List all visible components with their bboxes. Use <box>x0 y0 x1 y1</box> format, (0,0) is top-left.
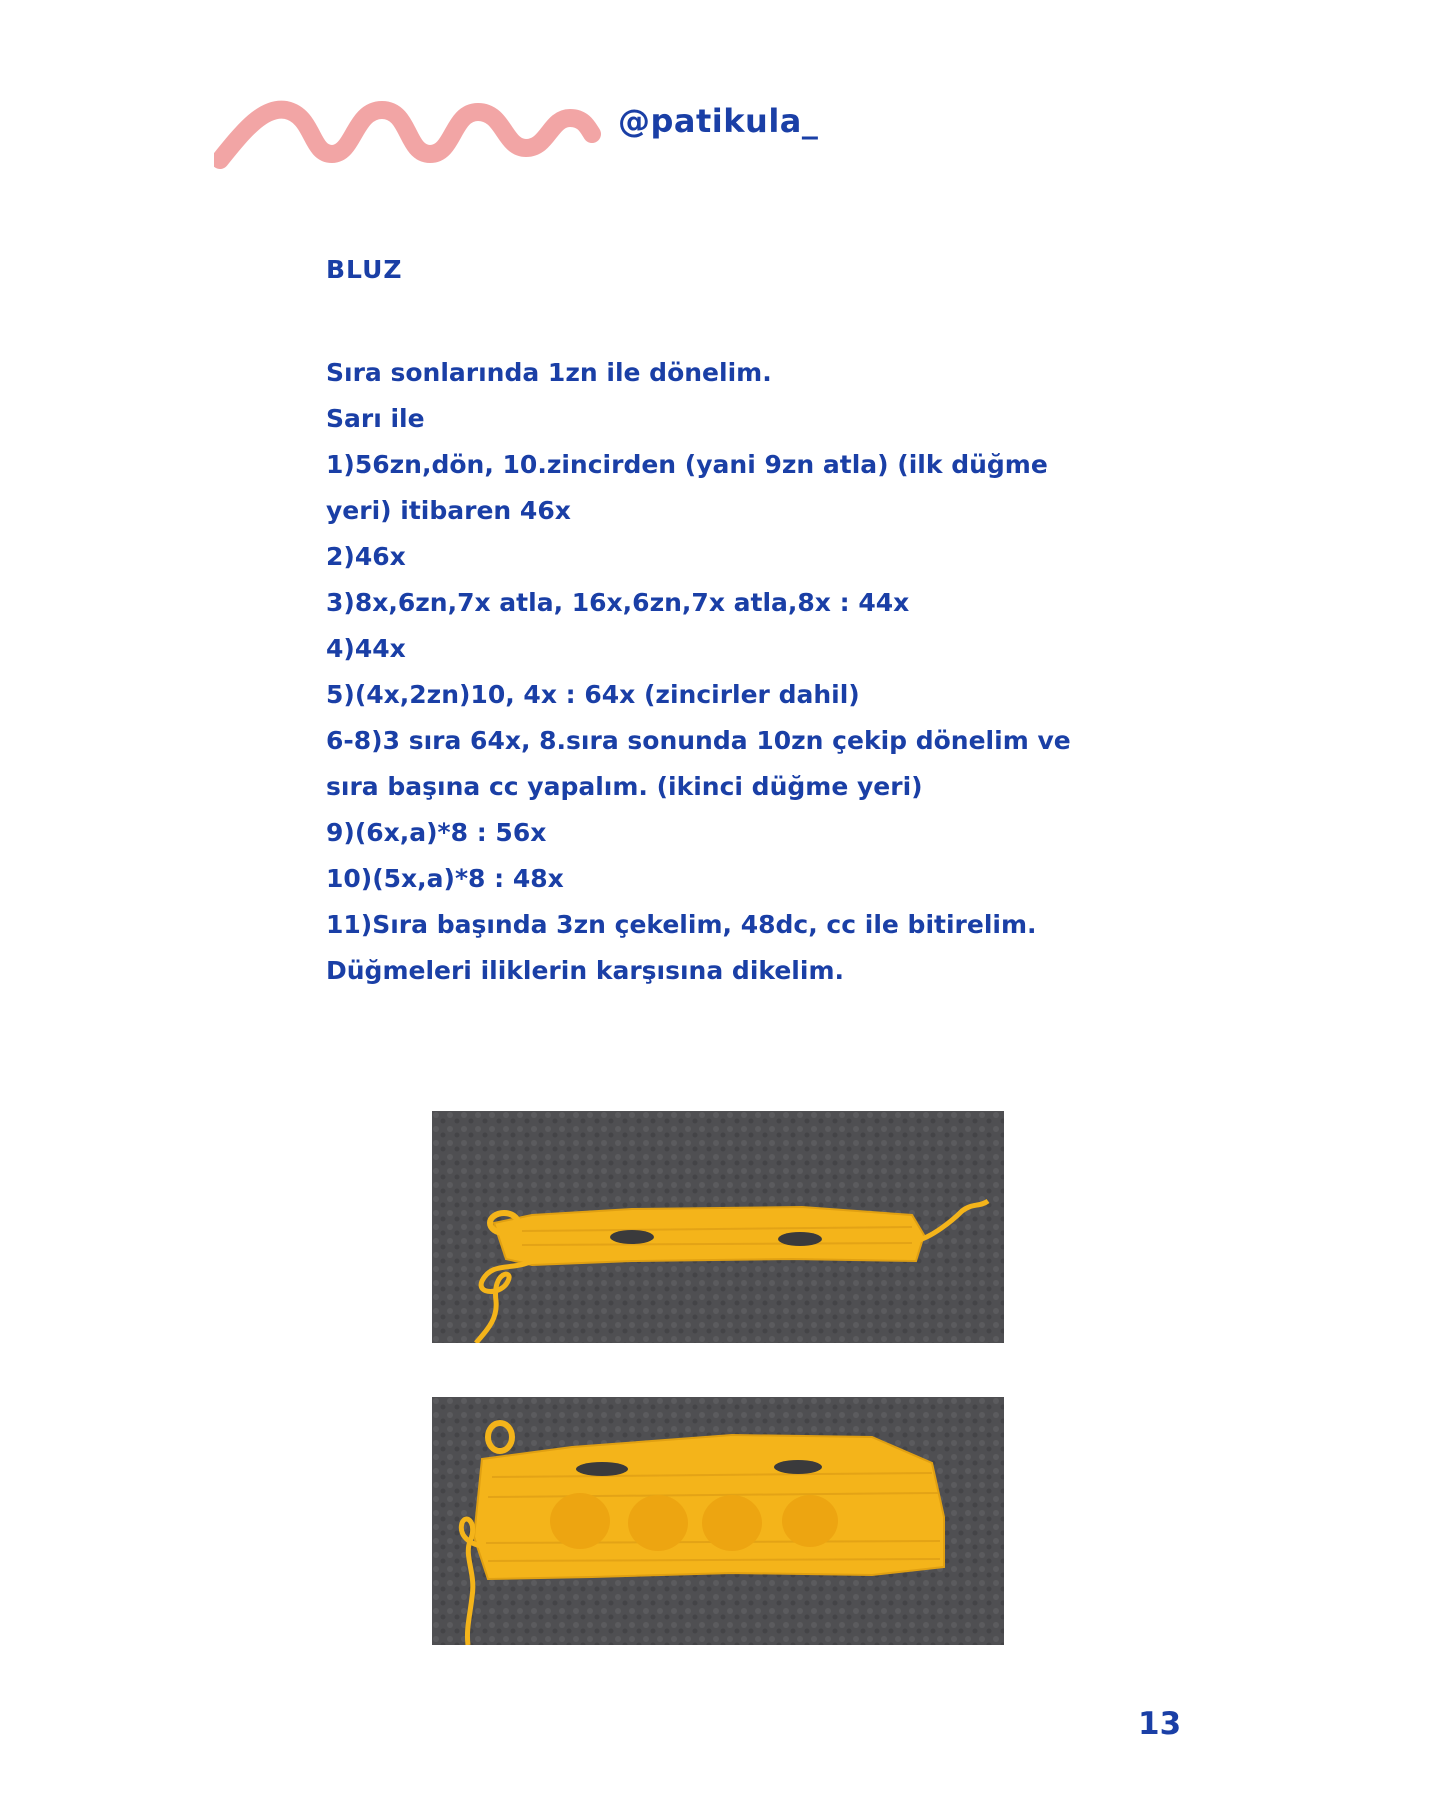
instruction-line: 4)44x <box>326 634 406 663</box>
instruction-line: 6-8)3 sıra 64x, 8.sıra sonunda 10zn çekip dönelim ve <box>326 726 1071 755</box>
pattern-instructions <box>326 350 1206 994</box>
instruction-line: 11)Sıra başında 3zn çekelim, 48dc, cc ile bitirelim. <box>326 910 1037 939</box>
instagram-handle: @patikula_ <box>618 102 819 140</box>
photo-illustration <box>432 1397 1004 1645</box>
photo-illustration <box>432 1111 1004 1343</box>
section-title: BLUZ <box>326 255 403 284</box>
instruction-line: yeri) itibaren 46x <box>326 496 571 525</box>
instruction-line: 2)46x <box>326 542 406 571</box>
pattern-section <box>326 252 1206 994</box>
crochet-photo-strip <box>432 1111 1004 1343</box>
instruction-line: 3)8x,6zn,7x atla, 16x,6zn,7x atla,8x : 44x <box>326 588 910 617</box>
instruction-line: Düğmeleri iliklerin karşısına dikelim. <box>326 956 844 985</box>
instruction-line: 1)56zn,dön, 10.zincirden (yani 9zn atla) (ilk düğme <box>326 450 1048 479</box>
instruction-line: Sarı ile <box>326 404 425 433</box>
decorative-squiggle <box>214 88 604 178</box>
instruction-line: 10)(5x,a)*8 : 48x <box>326 864 564 893</box>
instruction-line: Sıra sonlarında 1zn ile dönelim. <box>326 358 772 387</box>
page-number: 13 <box>1138 1706 1182 1742</box>
instruction-line: 5)(4x,2zn)10, 4x : 64x (zincirler dahil) <box>326 680 860 709</box>
crochet-photo-blouse <box>432 1397 1004 1645</box>
instruction-line: 9)(6x,a)*8 : 56x <box>326 818 547 847</box>
instruction-line: sıra başına cc yapalım. (ikinci düğme yeri) <box>326 772 923 801</box>
